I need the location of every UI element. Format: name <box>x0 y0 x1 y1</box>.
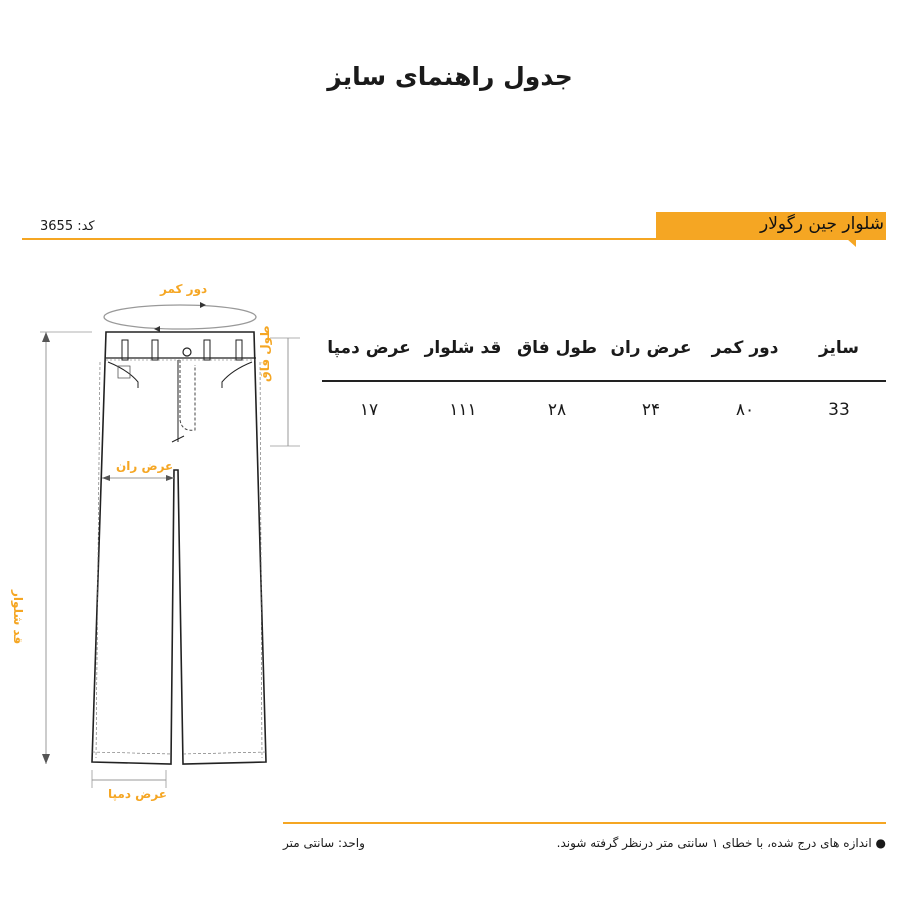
hem-label: عرض دمپا <box>108 787 167 801</box>
cell-hem: ۱۷ <box>359 400 379 420</box>
header-thigh: عرض ران <box>610 338 692 358</box>
page-title: جدول راهنمای سایز <box>327 62 573 91</box>
cell-length: ۱۱۱ <box>449 400 477 420</box>
bullet-icon: ● <box>875 836 886 850</box>
table-row <box>322 382 886 438</box>
size-table <box>322 330 886 438</box>
footer-rule <box>283 822 886 824</box>
length-label: قد شلوار <box>11 590 25 645</box>
waist-measure-ellipse <box>104 305 256 329</box>
header-rise: طول فاق <box>516 338 598 358</box>
cell-waist: ۸۰ <box>735 400 755 420</box>
waist-label: دور کمر <box>160 282 208 296</box>
footer-unit: واحد: سانتی متر <box>283 836 365 850</box>
table-header <box>322 330 886 382</box>
cell-thigh: ۲۴ <box>641 400 661 420</box>
pants-illustration <box>0 270 320 810</box>
rise-label: طول فاق <box>258 325 272 382</box>
header-length: قد شلوار <box>424 338 502 358</box>
cell-size: 33 <box>828 400 850 420</box>
cell-rise: ۲۸ <box>547 400 567 420</box>
header-hem: عرض دمپا <box>327 338 411 358</box>
footer-note <box>557 836 886 850</box>
thigh-label: عرض ران <box>116 459 174 473</box>
product-code: کد: 3655 <box>40 219 95 234</box>
product-name: شلوار جین رگولار <box>760 214 884 234</box>
footer-note-text: اندازه های درج شده، با خطای ۱ سانتی متر درنظر گرفته شوند. <box>556 836 872 850</box>
pants-outline <box>92 332 266 764</box>
header-size: سایز <box>818 338 860 358</box>
header-rule <box>22 238 886 240</box>
header-waist: دور کمر <box>711 338 779 358</box>
pants-diagram <box>0 270 320 810</box>
